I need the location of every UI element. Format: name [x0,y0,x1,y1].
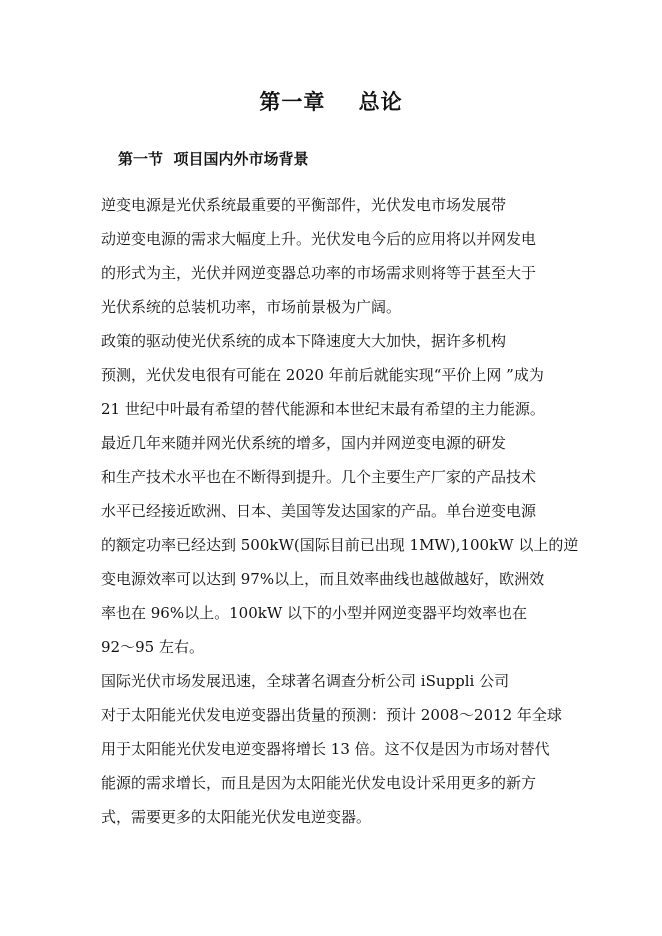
text-line: 最近几年来随并网光伏系统的增多，国内并网逆变电源的研发 [101,434,507,452]
text-line: 变电源效率可以达到 97%以上，而且效率曲线也越做越好，欧洲效 [101,570,545,588]
paragraph [101,188,601,324]
text-line: 逆变电源是光伏系统最重要的平衡部件，光伏发电市场发展带 [101,196,507,214]
text-line: 政策的驱动使光伏系统的成本下降速度大大加快，据许多机构 [101,332,507,350]
text-line: 光伏系统的总装机功率，市场前景极为广阔。 [101,298,402,316]
text-line: 预测，光伏发电很有可能在 2020 年前后就能实现“平价上网 ”成为 [101,366,544,384]
document-body [101,188,601,834]
text-line: 对于太阳能光伏发电逆变器出货量的预测：预计 2008～2012 年全球 [101,706,562,724]
paragraph [101,426,601,664]
paragraph [101,324,601,426]
text-line: 和生产技术水平也在不断得到提升。几个主要生产厂家的产品技术 [101,468,537,486]
text-line: 率也在 96%以上。100kW 以下的小型并网逆变器平均效率也在 [101,604,528,622]
chapter-title: 第一章 总论 [259,90,403,114]
text-line: 式，需要更多的太阳能光伏发电逆变器。 [101,808,372,826]
paragraph [101,664,601,834]
text-line: 动逆变电源的需求大幅度上升。光伏发电今后的应用将以并网发电 [101,230,537,248]
section-title: 第一节 项目国内外市场背景 [118,150,309,168]
text-line: 的额定功率已经达到 500kW(国际目前已出现 1MW),100kW 以上的逆 [101,536,579,554]
text-line: 21 世纪中叶最有希望的替代能源和本世纪末最有希望的主力能源。 [101,400,545,418]
text-line: 用于太阳能光伏发电逆变器将增长 13 倍。这不仅是因为市场对替代 [101,740,550,758]
text-line: 国际光伏市场发展迅速，全球著名调查分析公司 iSuppli 公司 [101,672,510,690]
text-line: 能源的需求增长，而且是因为太阳能光伏发电设计采用更多的新方 [101,774,537,792]
text-line: 92～95 左右。 [101,638,204,656]
text-line: 水平已经接近欧洲、日本、美国等发达国家的产品。单台逆变电源 [101,502,537,520]
text-line: 的形式为主，光伏并网逆变器总功率的市场需求则将等于甚至大于 [101,264,537,282]
